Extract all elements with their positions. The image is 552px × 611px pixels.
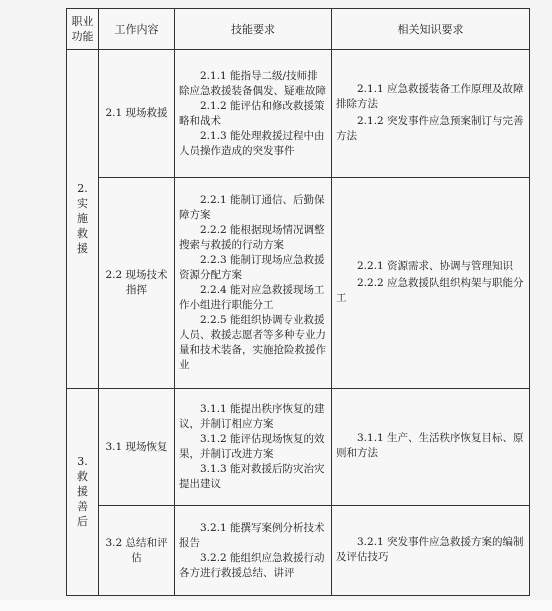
skill-item: 3.2.1 能撰写案例分析技术报告 bbox=[179, 521, 325, 549]
content-cell: 2.2 现场技术指挥 bbox=[99, 178, 175, 389]
content-cell: 2.1 现场救援 bbox=[99, 50, 175, 178]
skills-cell bbox=[175, 389, 332, 506]
skill-item: 2.1.3 能处理救援过程中由人员操作造成的突发事件 bbox=[179, 129, 325, 157]
skill-item: 2.2.3 能制订现场应急救援资源分配方案 bbox=[179, 254, 325, 281]
content-cell: 3.2 总结和评估 bbox=[99, 506, 175, 596]
skill-item: 2.1.1 能指导二级/技师排除应急救援装备偶发、疑难故障 bbox=[179, 69, 326, 97]
skill-item: 3.1.1 能提出秩序恢复的建议，并制订相应方案 bbox=[179, 403, 325, 430]
function-cell bbox=[67, 389, 99, 596]
header-function: 职业功能 bbox=[67, 9, 99, 50]
content-cell: 3.1 现场恢复 bbox=[99, 389, 175, 506]
table-row bbox=[67, 506, 530, 596]
skills-cell bbox=[175, 506, 332, 596]
table-row bbox=[67, 178, 530, 389]
skill-item: 3.2.2 能组织应急救援行动各方进行救援总结、讲评 bbox=[179, 551, 325, 579]
skill-item: 3.1.2 能评估现场恢复的效果，并制订改进方案 bbox=[179, 433, 325, 460]
header-content: 工作内容 bbox=[99, 9, 175, 50]
table-row bbox=[67, 389, 530, 506]
knowledge-cell bbox=[332, 506, 530, 596]
skill-item: 2.2.5 能组织协调专业救援人员、救援志愿者等多种专业力量和技术装备，实施抢险救援作业 bbox=[179, 314, 326, 371]
knowledge-cell bbox=[332, 50, 530, 178]
skill-item: 3.1.3 能对救援后防灾治灾提出建议 bbox=[179, 463, 325, 490]
skills-cell bbox=[175, 50, 332, 178]
knowledge-cell bbox=[332, 389, 530, 506]
knowledge-item: 2.2.1 资源需求、协调与管理知识 bbox=[357, 259, 514, 272]
knowledge-item: 2.1.2 突发事件应急预案制订与完善方法 bbox=[336, 114, 524, 142]
function-label: 2. 实施救援 bbox=[77, 182, 88, 255]
header-knowledge: 相关知识要求 bbox=[332, 9, 530, 50]
table-row bbox=[67, 50, 530, 178]
knowledge-item: 2.2.2 应急救援队组织构架与职能分工 bbox=[336, 276, 524, 304]
knowledge-cell bbox=[332, 178, 530, 389]
skill-item: 2.2.4 能对应急救援现场工作小组进行职能分工 bbox=[179, 284, 325, 311]
skill-item: 2.2.1 能制订通信、后勤保障方案 bbox=[179, 194, 325, 221]
page-bottom-edge bbox=[0, 600, 552, 611]
header-skills: 技能要求 bbox=[175, 9, 332, 50]
function-cell bbox=[67, 50, 99, 389]
skill-item: 2.2.2 能根据现场情况调整搜索与救援的行动方案 bbox=[179, 224, 325, 251]
knowledge-item: 3.1.1 生产、生活秩序恢复目标、原则和方法 bbox=[336, 432, 524, 459]
knowledge-item: 2.1.1 应急救援装备工作原理及故障排除方法 bbox=[336, 82, 524, 110]
knowledge-item: 3.2.1 突发事件应急救援方案的编制及评估技巧 bbox=[336, 535, 524, 563]
skill-item: 2.1.2 能评估和修改救援策略和战术 bbox=[179, 99, 325, 127]
skills-cell bbox=[175, 178, 332, 389]
table-header-row bbox=[67, 9, 530, 50]
skills-requirement-table bbox=[66, 8, 530, 596]
function-label: 3. 救援善后 bbox=[77, 455, 88, 528]
